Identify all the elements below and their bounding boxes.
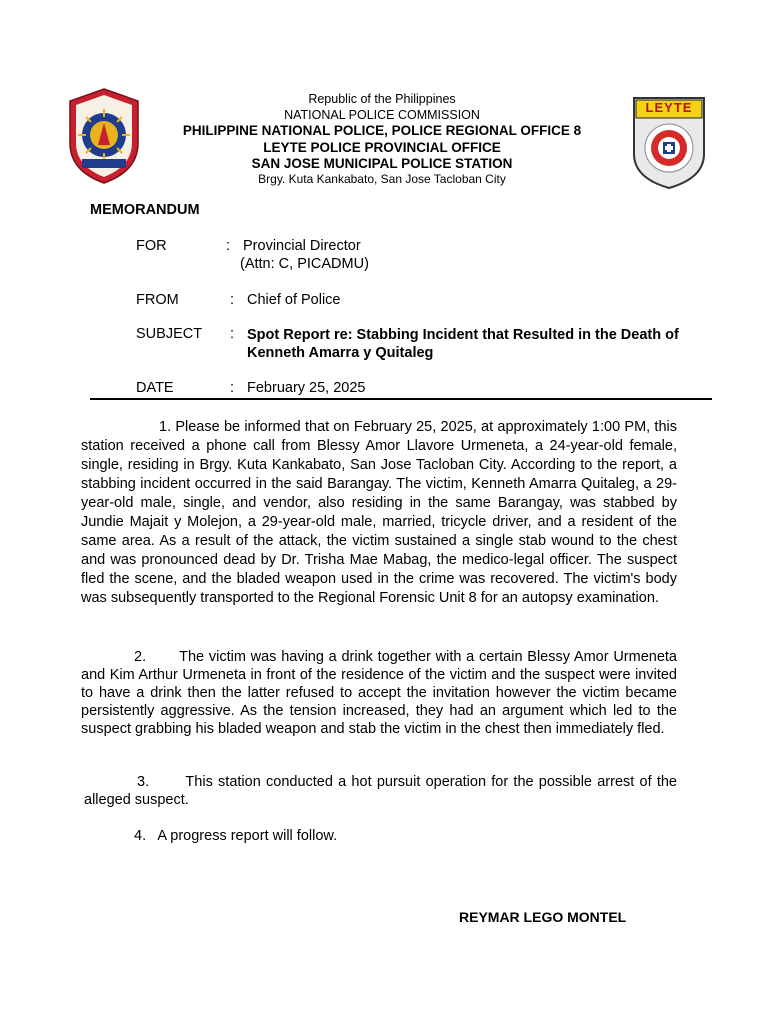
from-colon: : bbox=[230, 292, 235, 308]
date-value: February 25, 2025 bbox=[247, 380, 366, 396]
subject-value: Spot Report re: Stabbing Incident that Resulted in the Death of Kenneth Amarra y Quitaleg bbox=[247, 327, 679, 361]
pnp-seal-icon bbox=[68, 87, 140, 185]
subject-label: SUBJECT bbox=[136, 326, 203, 342]
from-value: Chief of Police bbox=[247, 292, 341, 308]
header-provincial: LEYTE POLICE PROVINCIAL OFFICE bbox=[263, 140, 501, 155]
paragraph-3: 3. This station conducted a hot pursuit operation for the possible arrest of the alleged suspect. bbox=[84, 774, 677, 808]
for-label: FOR bbox=[136, 238, 167, 254]
for-value: Provincial Director bbox=[243, 238, 361, 254]
memo-heading: MEMORANDUM bbox=[90, 202, 200, 218]
subject-colon: : bbox=[230, 326, 235, 342]
leyte-badge-title: LEYTE bbox=[645, 100, 693, 115]
paragraph-1: 1. Please be informed that on February 25, 2025, at approximately 1:00 PM, this station received a phone call from Blessy Amor Llavore Urmeneta, a 24-year-old female, single, residing in Brgy. Kuta Kankabato, San Jose Tacloban City. According to the report, a stabbing incident occurred in the said Barangay. The victim, Kenneth Amarra Quitaleg, a 29-year-old male, single, and vendor, also residing in the same Barangay, was stabbed by Jundie Majait y Molejon, a 29-year-old male, married, tricycle driver, and a resident of the same area. As a result of the attack, the victim sustained a single stab wound to the chest and was pronounced dead by Dr. Trisha Mae Mabag, the medico-legal officer. The suspect fled the scene, and the bladed weapon used in the crime was recovered. The victim's body was subsequently transported to the Regional Forensic Unit 8 for an autopsy examination. bbox=[81, 419, 677, 606]
from-label: FROM bbox=[136, 292, 179, 308]
paragraph-2: 2. The victim was having a drink together with a certain Blessy Amor Urmeneta and Kim Arthur Urmeneta in front of the residence of the victim and the suspect were invited to have a drink then the latter refused to accept the invitation however the victim became persistently aggressive. As the tension increased, they had an argument which led to the suspect grabbing his bladed weapon and stab the victim in the chest then immediately fled. bbox=[81, 649, 677, 737]
header-address: Brgy. Kuta Kankabato, San Jose Tacloban City bbox=[258, 172, 506, 186]
signatory-name: REYMAR LEGO MONTEL bbox=[459, 909, 627, 925]
for-colon: : bbox=[226, 238, 231, 254]
header-station: SAN JOSE MUNICIPAL POLICE STATION bbox=[251, 156, 513, 171]
divider-line bbox=[90, 398, 712, 400]
header-commission: NATIONAL POLICE COMMISSION bbox=[284, 108, 480, 122]
for-attn: (Attn: C, PICADMU) bbox=[240, 256, 369, 272]
date-label: DATE bbox=[136, 380, 174, 396]
date-colon: : bbox=[230, 380, 235, 396]
header-republic: Republic of the Philippines bbox=[308, 92, 456, 106]
paragraph-4: 4. A progress report will follow. bbox=[134, 828, 338, 844]
header-pnp: PHILIPPINE NATIONAL POLICE, POLICE REGIONAL OFFICE 8 bbox=[182, 123, 582, 138]
